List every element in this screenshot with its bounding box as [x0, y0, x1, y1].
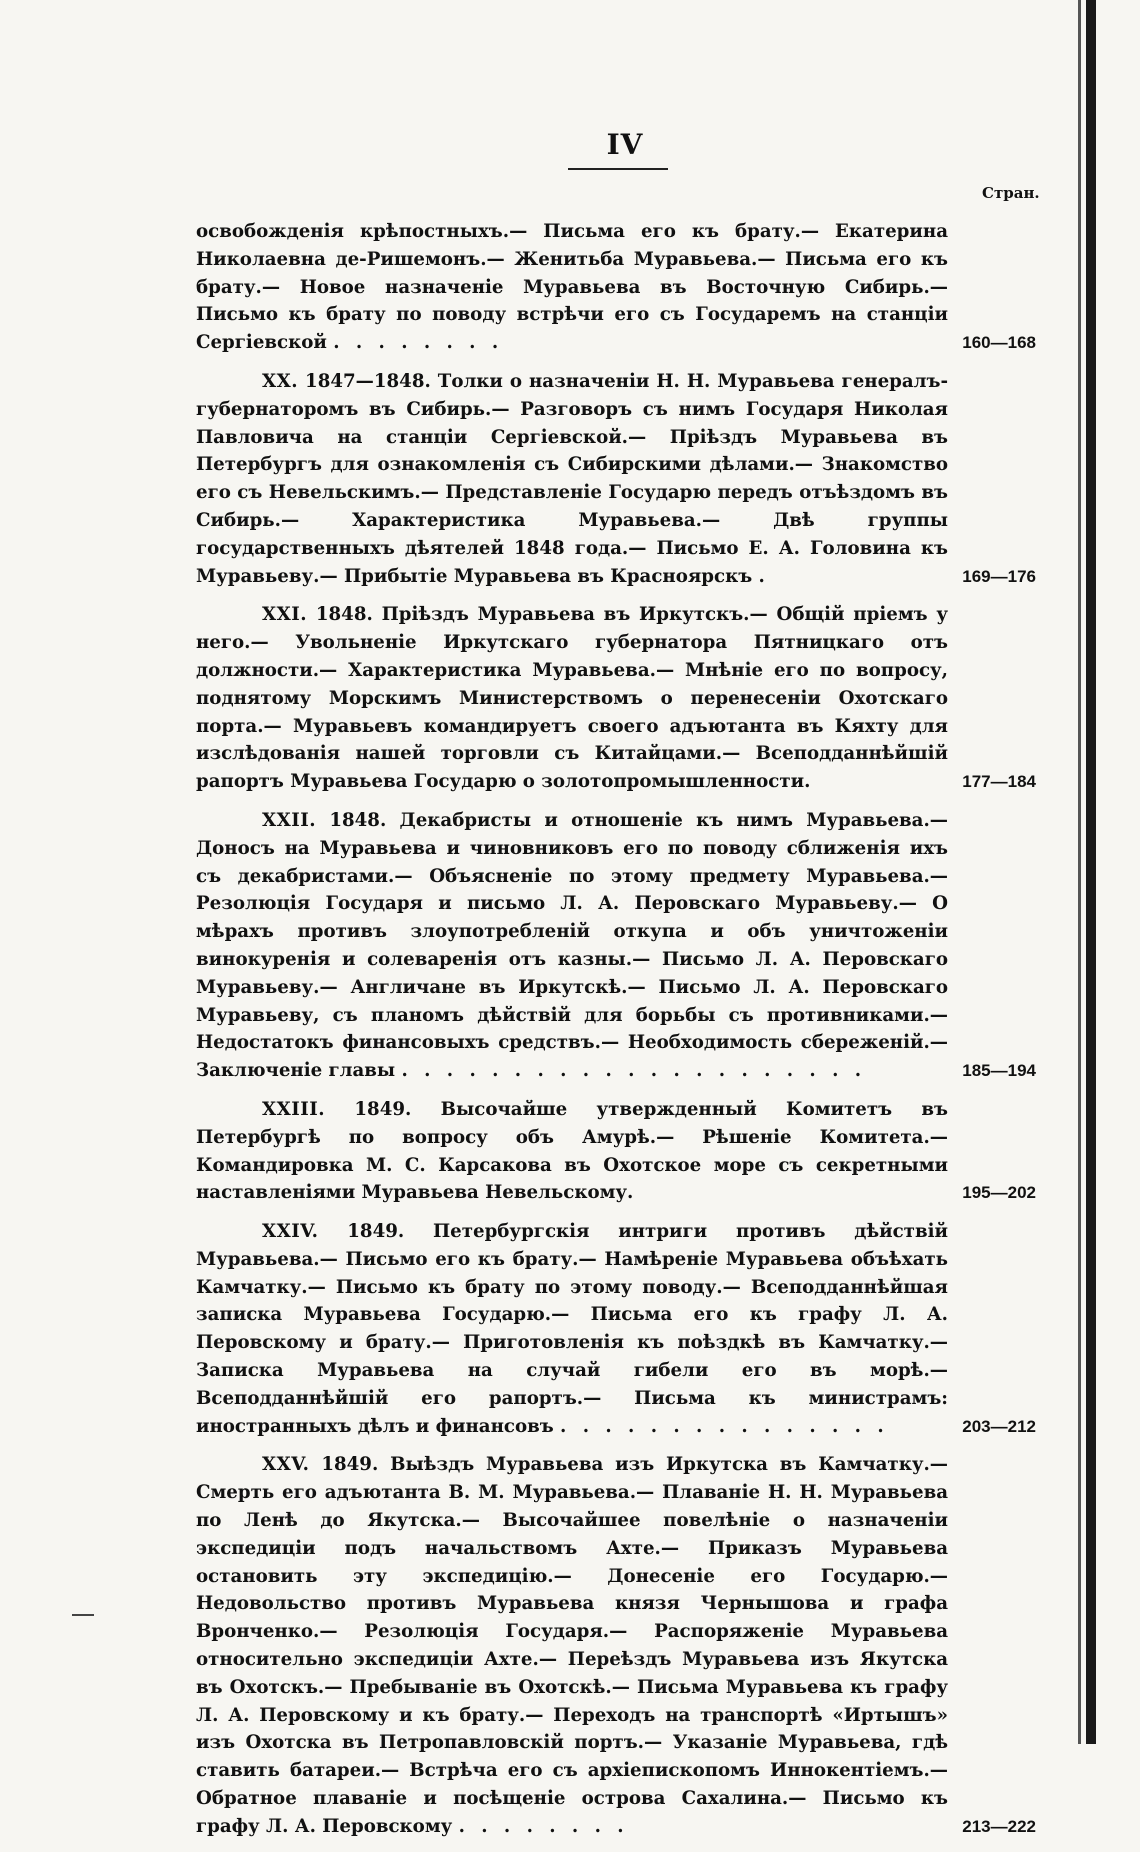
chapter-number: XXII.	[262, 809, 317, 831]
binding-edge	[1086, 0, 1096, 1744]
entry-pages: 213—222	[962, 1816, 1036, 1836]
margin-mark	[72, 1614, 94, 1616]
entry-pages: 195—202	[962, 1183, 1036, 1203]
toc-entry	[196, 1451, 1036, 1840]
entry-text: XXI. 1848. Пріѣздъ Муравьева въ Иркутскъ.— Общій пріемъ у него.— Увольненіе Иркутскаго губернатора Пятницкаго отъ должности.— Характеристика Муравьева.— Мнѣніе его по вопросу, поднятому Морскимъ Министерствомъ о перенесеніи Охотскаго порта.— Муравьевъ командируетъ своего адъютанта въ Кяхту для изслѣдованія нашей торговли съ Китайцами.— Всеподданнѣйшій рапортъ Муравьева Государю о золотопромышленности.	[196, 604, 948, 793]
toc-entry	[196, 1218, 1036, 1440]
pages-column-header: Стран.	[982, 184, 1040, 202]
entry-pages: 169—176	[962, 566, 1036, 586]
entry-text: XXIII. 1849. Высочайше утвержденный Комитетъ въ Петербургѣ по вопросу объ Амурѣ.— Рѣшеніе Комитета.— Командировка М. С. Карсакова въ Охотское море съ секретными наставленіями Муравьева Невельскому.	[196, 1098, 948, 1204]
entry-pages: 203—212	[962, 1416, 1036, 1436]
table-of-contents	[196, 218, 1036, 1852]
entry-text: XXII. 1848. Декабристы и отношеніе къ нимъ Муравьева.— Доносъ на Муравьева и чиновниковъ его по поводу сближенія ихъ съ декабристами.— Объясненіе по этому предмету Муравьева.— Резолюція Государя и письмо Л. А. Перовскаго Муравьеву.— О мѣрахъ противъ злоупотребленій откупа и объ уничтоженіи винокуренія и солеваренія отъ казны.— Письмо Л. А. Перовскаго Муравьеву.— Англичане въ Иркутскѣ.— Письмо Л. А. Перовскаго Муравьеву, съ планомъ дѣйствій для борьбы съ противниками.— Недостатокъ финансовыхъ средствъ.— Необходимость сбереженій.— Заключеніе главы . . . . . . . . . . . . . . . . . . . . .	[196, 809, 948, 1082]
binding-shadow	[1078, 0, 1081, 1744]
chapter-number: XX.	[262, 370, 299, 392]
toc-entry	[196, 368, 1036, 590]
chapter-number: XXIII.	[262, 1098, 326, 1120]
toc-entry	[196, 218, 1036, 357]
entry-text: XXIV. 1849. Петербургскія интриги противъ дѣйствій Муравьева.— Письмо его къ брату.— Намѣреніе Муравьева объѣхать Камчатку.— Письмо къ брату по этому поводу.— Всеподданнѣйшая записка Муравьева Государю.— Письма его къ графу Л. А. Перовскому и брату.— Приготовленія къ поѣздкѣ въ Камчатку.— Записка Муравьева на случай гибели его въ морѣ.— Всеподданнѣйшій его рапортъ.— Письма къ министрамъ: иностранныхъ дѣлъ и финансовъ . . . . . . . . . . . . . . .	[196, 1221, 948, 1437]
entry-pages: 177—184	[962, 772, 1036, 792]
entry-pages: 160—168	[962, 333, 1036, 353]
chapter-number: XXI.	[262, 604, 308, 626]
header-rule	[568, 168, 668, 170]
toc-entry	[196, 1096, 1036, 1207]
page-number: IV	[606, 128, 644, 161]
chapter-number: XXIV.	[262, 1221, 319, 1243]
entry-text: XX. 1847—1848. Толки о назначеніи Н. Н. Муравьева генералъ-губернаторомъ въ Сибирь.— Разговоръ съ нимъ Государя Николая Павловича на станціи Сергіевской.— Пріѣздъ Муравьева въ Петербургъ для ознакомленія съ Сибирскими дѣлами.— Знакомство его съ Невельскимъ.— Представленіе Государю передъ отъѣздомъ въ Сибирь.— Характеристика Муравьева.— Двѣ группы государственныхъ дѣятелей 1848 года.— Письмо Е. А. Головина къ Муравьеву.— Прибытіе Муравьева въ Красноярскъ .	[196, 370, 948, 587]
toc-entry	[196, 807, 1036, 1085]
chapter-number: XXV.	[262, 1454, 310, 1476]
entry-pages: 185—194	[962, 1061, 1036, 1081]
entry-text: освобожденія крѣпостныхъ.— Письма его къ брату.— Екатерина Николаевна де-Ришемонъ.— Женитьба Муравьева.— Письма его къ брату.— Новое назначеніе Муравьева въ Восточную Сибирь.— Письмо къ брату по поводу встрѣчи его съ Государемъ на станціи Сергіевской . . . . . . . .	[196, 221, 948, 354]
toc-entry	[196, 601, 1036, 796]
entry-text: XXV. 1849. Выѣздъ Муравьева изъ Иркутска въ Камчатку.— Смерть его адъютанта В. М. Муравьева.— Плаваніе Н. Н. Муравьева по Ленѣ до Якутска.— Высочайшее повелѣніе о назначеніи экспедиціи подъ начальствомъ Ахте.— Приказъ Муравьева остановить эту экспедицію.— Донесеніе его Государю.— Недовольство противъ Муравьева князя Чернышова и графа Вронченко.— Резолюція Государя.— Распоряженіе Муравьева относительно экспедиціи Ахте.— Переѣздъ Муравьева изъ Якутска въ Охотскъ.— Пребываніе въ Охотскѣ.— Письма Муравьева къ графу Л. А. Перовскому и къ брату.— Переходъ на транспортѣ «Иртышъ» изъ Охотска въ Петропавловскій портъ.— Указаніе Муравьева, гдѣ ставить батареи.— Встрѣча его съ архіепископомъ Иннокентіемъ.— Обратное плаваніе и посѣщеніе острова Сахалина.— Письмо къ графу Л. А. Перовскому . . . . . . . .	[196, 1454, 948, 1837]
